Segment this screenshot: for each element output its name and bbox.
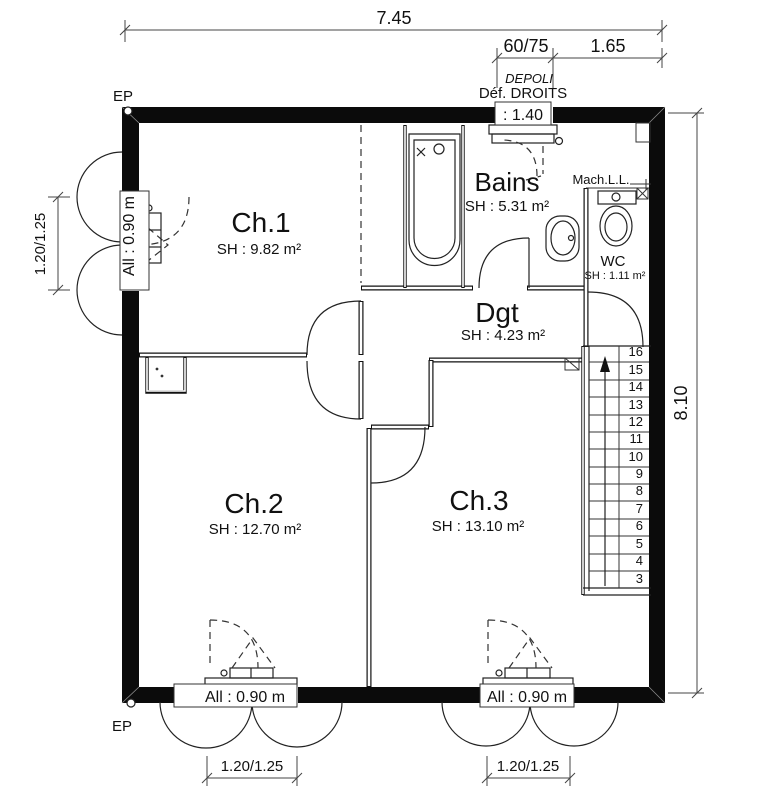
svg-text:4: 4 (635, 553, 643, 568)
svg-text:3: 3 (635, 571, 643, 586)
room-wc-area: SH : 1.11 m² (584, 270, 646, 282)
dim-top-right: 1.65 (590, 36, 626, 56)
casement-swing (210, 620, 258, 668)
shutter-arc (77, 245, 122, 335)
dimension-top (120, 8, 667, 102)
door-arc-ch1 (307, 301, 361, 355)
ep-bottom-label: EP (112, 718, 133, 735)
room-ch1-area: SH : 9.82 m² (216, 241, 302, 258)
niche (147, 357, 185, 392)
casement-swing (488, 620, 536, 668)
svg-text:10: 10 (628, 449, 643, 464)
shutter-arc (530, 702, 618, 746)
svg-text:9: 9 (635, 466, 643, 481)
shutter-arc (252, 702, 342, 747)
dim-top-window: 60/75 (503, 36, 549, 56)
top-window-height: : 1.40 (502, 107, 544, 124)
sill-b1-label: All : 0.90 m (204, 689, 286, 706)
sill-left-label: All : 0.90 m (121, 195, 138, 277)
interior-walls (139, 123, 650, 687)
svg-text:5: 5 (635, 536, 643, 551)
sill-b2-label: All : 0.90 m (486, 689, 568, 706)
door-arc-wc (588, 292, 643, 347)
room-ch2-name: Ch.2 (224, 488, 284, 519)
left-window (32, 152, 189, 335)
svg-text:14: 14 (628, 379, 643, 394)
svg-text:11: 11 (629, 431, 643, 446)
dim-width-top: 7.45 (376, 8, 412, 28)
window-sill (492, 134, 554, 143)
dim-height-right: 8.10 (671, 385, 691, 421)
dim-bottom-window1: 1.20/1.25 (220, 758, 284, 775)
room-bains-name: Bains (474, 167, 540, 197)
room-ch3-area: SH : 13.10 m² (431, 518, 525, 535)
door-arc-bains (479, 238, 529, 288)
corner-detail (636, 123, 650, 142)
door-arc-ch2 (307, 361, 361, 419)
shutter-arc (77, 152, 122, 242)
room-bains-area: SH : 5.31 m² (464, 198, 550, 215)
stair-numbers (629, 344, 643, 586)
staircase (565, 344, 651, 595)
room-ch1-name: Ch.1 (231, 207, 291, 238)
stair-up-arrow (600, 356, 610, 372)
mach-ll-label: Mach.L.L. (572, 172, 630, 187)
svg-text:15: 15 (628, 362, 643, 377)
room-ch2-area: SH : 12.70 m² (208, 521, 302, 538)
shutter-arc (160, 702, 252, 748)
shutter-arc (442, 702, 530, 746)
dim-bottom-window2: 1.20/1.25 (496, 758, 560, 775)
room-dgt-name: Dgt (475, 297, 519, 328)
svg-text:7: 7 (635, 501, 643, 516)
svg-text:12: 12 (628, 414, 643, 429)
dim-left-window: 1.20/1.25 (32, 212, 49, 276)
ep-top-pipe (124, 107, 132, 115)
ep-bottom-pipe (127, 699, 135, 707)
depoli-label: DEPOLI (505, 71, 553, 86)
casement-swing (509, 638, 552, 668)
door-arc-ch3 (371, 427, 425, 483)
svg-text:16: 16 (628, 344, 643, 359)
room-dgt-area: SH : 4.23 m² (460, 327, 546, 344)
svg-text:8: 8 (635, 483, 643, 498)
svg-text:13: 13 (628, 397, 643, 412)
room-ch3-name: Ch.3 (449, 485, 509, 516)
def-droits-label: Déf. DROITS (478, 85, 568, 102)
window-handle (556, 138, 563, 145)
room-wc-name: WC (600, 253, 626, 270)
window-sill (489, 125, 557, 134)
dimension-right (668, 108, 704, 698)
ep-top-label: EP (113, 88, 134, 105)
bathtub-icon (409, 134, 460, 266)
svg-text:6: 6 (635, 518, 643, 533)
bathtub-drain (434, 144, 444, 154)
